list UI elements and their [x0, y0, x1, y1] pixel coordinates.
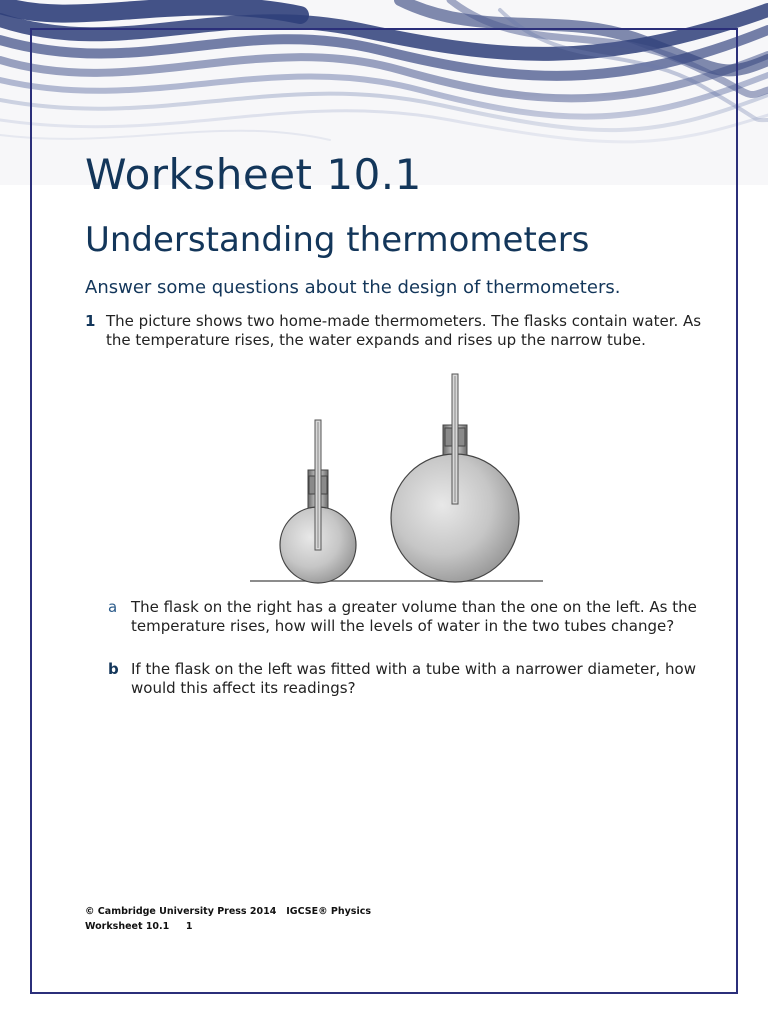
footer-page-number: 1 [185, 921, 193, 932]
page-title: Worksheet 10.1 [85, 150, 422, 199]
small-flask [280, 420, 356, 583]
part-a-text: The flask on the right has a greater volume than the one on the left. As the temperature rises, how will the levels of water in the two tubes change? [131, 598, 697, 635]
part-b-letter: b [108, 660, 119, 678]
intro-instruction: Answer some questions about the design of thermometers. [85, 277, 621, 298]
page-subtitle: Understanding thermometers [85, 220, 590, 260]
footer [85, 904, 371, 934]
footer-worksheet: Worksheet 10.1 [85, 921, 170, 932]
large-flask [391, 374, 519, 582]
part-b-text: If the flask on the left was fitted with a tube with a narrower diameter, how would this affect its readings? [131, 660, 696, 697]
thermometers-figure [240, 370, 560, 590]
question-text: The picture shows two home-made thermometers. The flasks contain water. As the temperature rises, the water expands and rises up the narrow tube. [106, 312, 702, 349]
part-a-letter: a [108, 598, 118, 616]
footer-copyright: © Cambridge University Press 2014 IGCSE® Physics [85, 906, 371, 917]
question-number: 1 [85, 312, 96, 330]
